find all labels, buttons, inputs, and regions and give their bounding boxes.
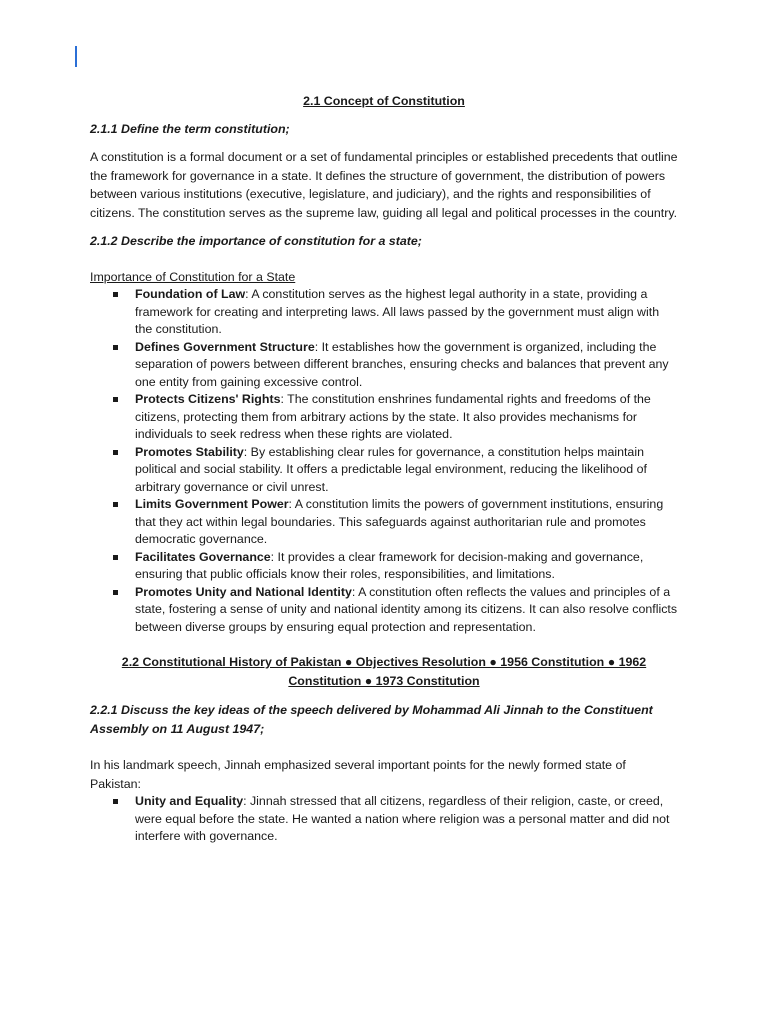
list-item-term: Foundation of Law [135,287,246,301]
list-item [135,584,678,637]
heading-2-1: 2.1 Concept of Constitution [303,94,465,108]
text-cursor [75,46,77,67]
list-item [135,391,678,444]
list-item-term: Promotes Unity and National Identity [135,584,352,599]
list-item-text: : By establishing clear rules for governance, a constitution helps maintain political and social stability. It offers a predictable legal environment, reducing the likelihood of arbitrary governance or civil unrest. [135,444,647,494]
list-item [135,444,678,497]
list-item-term: Unity and Equality [135,794,244,808]
list-item-text: : It provides a clear framework for decision-making and governance, ensuring that public officials know their roles, responsibilities, and limitations. [135,549,644,581]
subheading-2-1-2: 2.1.2 Describe the importance of constitution for a state; [90,234,422,248]
list-item [135,286,678,339]
list-item [135,793,678,846]
jinnah-list [90,793,678,846]
importance-list [90,286,678,636]
importance-heading: Importance of Constitution for a State [90,269,296,284]
list-item-text: : A constitution often reflects the values and principles of a state, fostering a sense of unity and national identity among its citizens. It can also resolve conflicts between diverse groups by ensuring equal protection and representation. [135,584,678,634]
list-item-text: : A constitution limits the powers of government institutions, ensuring that they act within legal boundaries. This safeguards against authoritarian rule and promotes democratic governance. [135,497,664,546]
paragraph-jinnah-intro: In his landmark speech, Jinnah emphasized several important points for the newly formed state of Pakistan: [90,758,626,791]
list-item [135,339,678,392]
list-item-term: Protects Citizens' Rights [135,392,281,406]
list-item-text: : Jinnah stressed that all citizens, regardless of their religion, caste, or creed, were equal before the state. He wanted a nation where religion was a personal matter and did not interfere with governance. [135,794,670,843]
subheading-2-2-1: 2.2.1 Discuss the key ideas of the speech delivered by Mohammad Ali Jinnah to the Constituent Assembly on 11 August 1947; [90,703,653,736]
document-body [90,92,678,846]
subheading-2-1-1: 2.1.1 Define the term constitution; [90,121,290,136]
list-item-term: Limits Government Power [135,497,289,511]
list-item-term: Facilitates Governance [135,549,271,564]
list-item-term: Promotes Stability [135,444,244,459]
list-item-text: : The constitution enshrines fundamental rights and freedoms of the citizens, protecting them from arbitrary actions by the state. It also provides mechanisms for individuals to seek redress when these rights are violated. [135,392,651,441]
list-item [135,549,678,584]
list-item-term: Defines Government Structure [135,339,315,354]
list-item-text: : A constitution serves as the highest legal authority in a state, providing a framework for creating and interpreting laws. All laws passed by the government must align with the constitution. [135,287,660,336]
list-item-text: : It establishes how the government is organized, including the separation of powers between different branches, ensuring checks and balances that prevent any one entity from gaining excessive control. [135,339,669,389]
list-item [135,496,678,549]
heading-2-2: 2.2 Constitutional History of Pakistan ● Objectives Resolution ● 1956 Constitution ● 1962 Constitution ● 1973 Constitution [121,655,647,688]
paragraph-constitution-definition: A constitution is a formal document or a set of fundamental principles or established precedents that outline the framework for governance in a state. It defines the structure of government, the distribution of powers between various institutions (executive, legislature, and judiciary), and the rights and responsibilities of citizens. The constitution serves as the supreme law, guiding all legal and political processes in the country. [90,150,678,220]
